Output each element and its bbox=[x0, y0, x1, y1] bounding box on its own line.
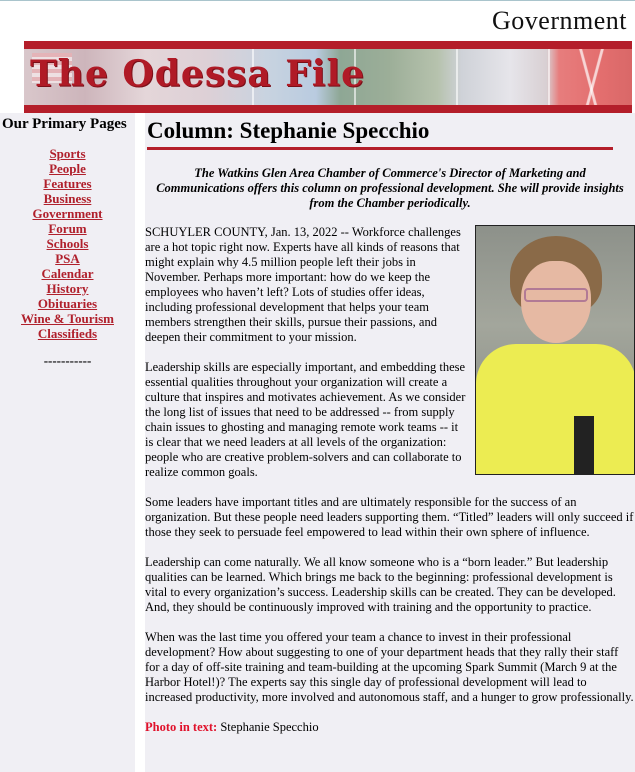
nav-link-business[interactable]: Business bbox=[43, 191, 92, 206]
site-banner[interactable] bbox=[24, 41, 632, 113]
photo-credit-value: Stephanie Specchio bbox=[220, 720, 319, 734]
section-title: Government bbox=[492, 6, 627, 35]
photo-credit bbox=[145, 720, 635, 735]
nav-link-psa[interactable]: PSA bbox=[55, 251, 80, 266]
photo-divider bbox=[456, 49, 458, 105]
nav-link-classifieds[interactable]: Classifieds bbox=[37, 326, 98, 341]
author-photo bbox=[475, 225, 635, 475]
sidebar-separator: ----------- bbox=[43, 353, 92, 368]
photo-blouse bbox=[574, 416, 594, 475]
nav-link-calendar[interactable]: Calendar bbox=[41, 266, 94, 281]
nav-link-forum[interactable]: Forum bbox=[48, 221, 87, 236]
article-body bbox=[145, 225, 635, 735]
nav-link-sports[interactable]: Sports bbox=[49, 146, 86, 161]
title-divider bbox=[147, 147, 613, 150]
photo-jacket bbox=[476, 344, 635, 475]
article-deck: The Watkins Glen Area Chamber of Commerce's Director of Marketing and Communications offers this column on professional development. She will provide insights from the Chamber periodically. bbox=[156, 166, 624, 210]
nav-link-features[interactable]: Features bbox=[43, 176, 92, 191]
photo-glasses bbox=[524, 288, 588, 302]
primary-pages-nav bbox=[0, 146, 135, 341]
track-image bbox=[550, 49, 632, 105]
site-logo: The Odessa File bbox=[30, 53, 366, 95]
nav-link-people[interactable]: People bbox=[49, 161, 86, 176]
nav-link-obituaries[interactable]: Obituaries bbox=[37, 296, 98, 311]
article-paragraph: Leadership can come naturally. We all know someone who is a “born leader.” But leadership qualities can be learned. Which brings me back to the beginning: professional development is vital to every organization’s success. Leadership skills can be created. They can be developed. And, they should be continuously improved with training and the opportunity to practice. bbox=[145, 555, 616, 614]
sidebar-title: Our Primary Pages bbox=[2, 116, 127, 132]
article-paragraph: Some leaders have important titles and are ultimately responsible for the success of an organization. But these people need leaders supporting them. “Titled” leaders will only succeed if those they seek to persuade feel empowered to lead within their own sphere of influence. bbox=[145, 495, 634, 539]
article-paragraph: SCHUYLER COUNTY, Jan. 13, 2022 -- Workforce challenges are a hot topic right now. Experts have all kinds of reasons that might explain why 4.5 million people left their jobs in November. Perhaps more important: how do we keep the employees who haven’t left? Lots of studies offer ideas, including professional development that helps your team members strengthen their skills, pursue their passions, and deepen their commitment to your mission. bbox=[145, 225, 461, 344]
sidebar bbox=[0, 113, 135, 772]
article-main bbox=[145, 113, 635, 772]
article-paragraph: When was the last time you offered your team a chance to invest in their professional development? How about suggesting to one of your department heads that they rally their staff for a day of off-site training and team-building at the upcoming Spark Summit (March 9 at the Harbor Hotel!)? The experts say this single day of professional development will lead to increased productivity, more involved and autonomous staff, and a hunger to grow professionally. bbox=[145, 630, 634, 704]
banner-photo-collage bbox=[24, 49, 632, 105]
page-title: Column: Stephanie Specchio bbox=[147, 118, 430, 143]
nav-link-schools[interactable]: Schools bbox=[46, 236, 89, 251]
top-border bbox=[0, 0, 635, 1]
photo-face bbox=[521, 261, 591, 343]
nav-link-government[interactable]: Government bbox=[32, 206, 103, 221]
nav-link-wine-tourism[interactable]: Wine & Tourism bbox=[21, 311, 114, 326]
nav-link-history[interactable]: History bbox=[46, 281, 89, 296]
article-paragraph: Leadership skills are especially important, and embedding these essential qualities throughout your organization will create a culture that inspires and motivates achievement. As we consider the long list of issues that need to be addressed -- from supply chain issues to ghosting and managing remote work teams -- it is clear that we need leaders at all levels of the organization: people who are creative problem-solvers and can collaborate to realize common goals. bbox=[145, 360, 466, 479]
photo-credit-label: Photo in text: bbox=[145, 720, 218, 734]
